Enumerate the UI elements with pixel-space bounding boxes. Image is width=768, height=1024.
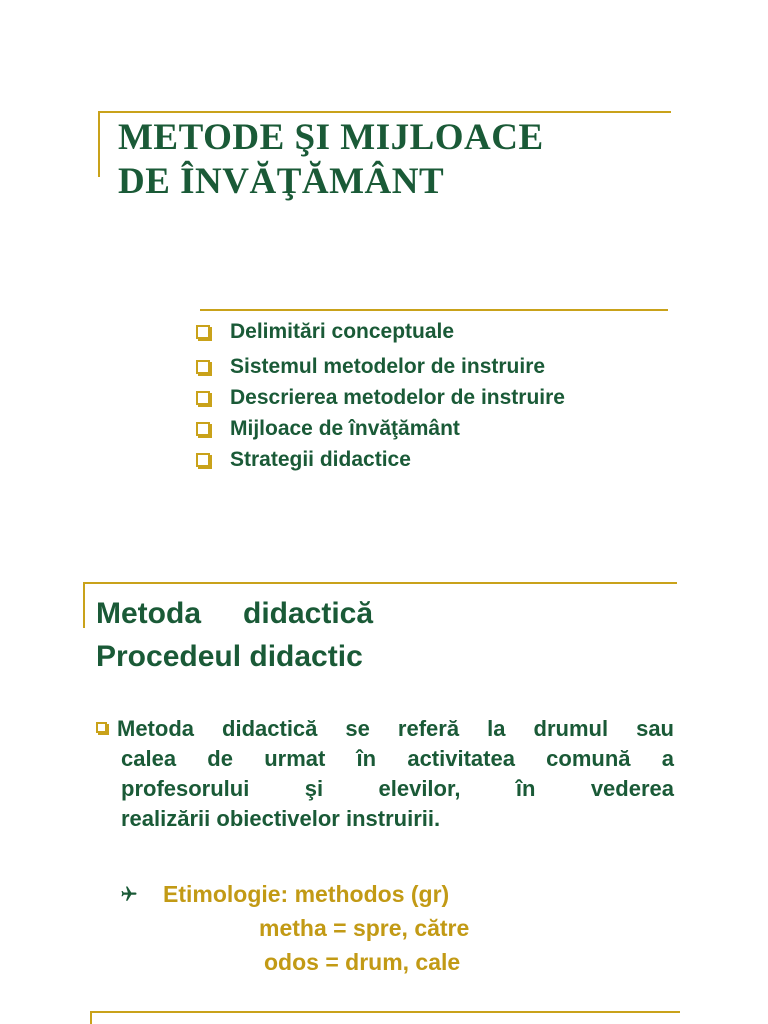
checkbox-square-icon <box>196 391 210 405</box>
definition-line4: realizării obiectivelor instruirii. <box>121 806 441 831</box>
method-definition <box>96 714 674 834</box>
list-item <box>196 444 565 475</box>
checkbox-square-icon <box>196 422 210 436</box>
etymology-line2: metha = spre, către <box>259 915 470 941</box>
slide3-top-line <box>90 1011 680 1013</box>
list-item-label: Delimitări conceptuale <box>230 319 455 343</box>
definition-line1: Metoda didactică se referă la drumul sau <box>117 716 674 741</box>
list-item <box>196 413 565 444</box>
airplane-icon <box>120 885 138 903</box>
checkbox-square-icon <box>196 453 210 467</box>
bullets-divider-line <box>200 309 668 311</box>
slide1-title <box>118 116 544 204</box>
list-item-label: Sistemul metodelor de instruire <box>230 354 546 378</box>
list-item-label: Mijloace de învăţământ <box>230 416 460 440</box>
slide2-title-part2: didactică <box>243 597 374 630</box>
checkbox-square-icon <box>196 360 210 374</box>
list-item <box>196 351 565 382</box>
slide2-title <box>96 592 373 678</box>
definition-line2: calea de urmat în activitatea comună a <box>121 746 674 771</box>
slide2-frame-top-line <box>83 582 677 584</box>
slide2-frame-left-line <box>83 582 85 628</box>
definition-line3: profesorului şi elevilor, în vederea <box>121 776 674 801</box>
slide3-left-line <box>90 1011 92 1024</box>
definition-line1-row <box>96 714 674 744</box>
checkbox-square-icon <box>96 722 107 733</box>
topics-list <box>196 316 565 475</box>
etymology-line3: odos = drum, cale <box>264 949 461 975</box>
slide2-title-part1: Metoda <box>96 597 201 630</box>
etymology-line1: Etimologie: methodos (gr) <box>163 881 450 907</box>
title-frame-left-line <box>98 111 100 177</box>
checkbox-square-icon <box>196 325 210 339</box>
slide1-title-line2: DE ÎNVĂŢĂMÂNT <box>118 161 445 202</box>
list-item-label: Strategii didactice <box>230 447 411 471</box>
list-item <box>196 382 565 413</box>
slide1-title-line1: METODE ŞI MIJLOACE <box>118 117 544 158</box>
list-item-label: Descrierea metodelor de instruire <box>230 385 565 409</box>
title-frame-top-line <box>98 111 671 113</box>
slide2-title-line2: Procedeul didactic <box>96 640 363 673</box>
list-item <box>196 316 565 347</box>
